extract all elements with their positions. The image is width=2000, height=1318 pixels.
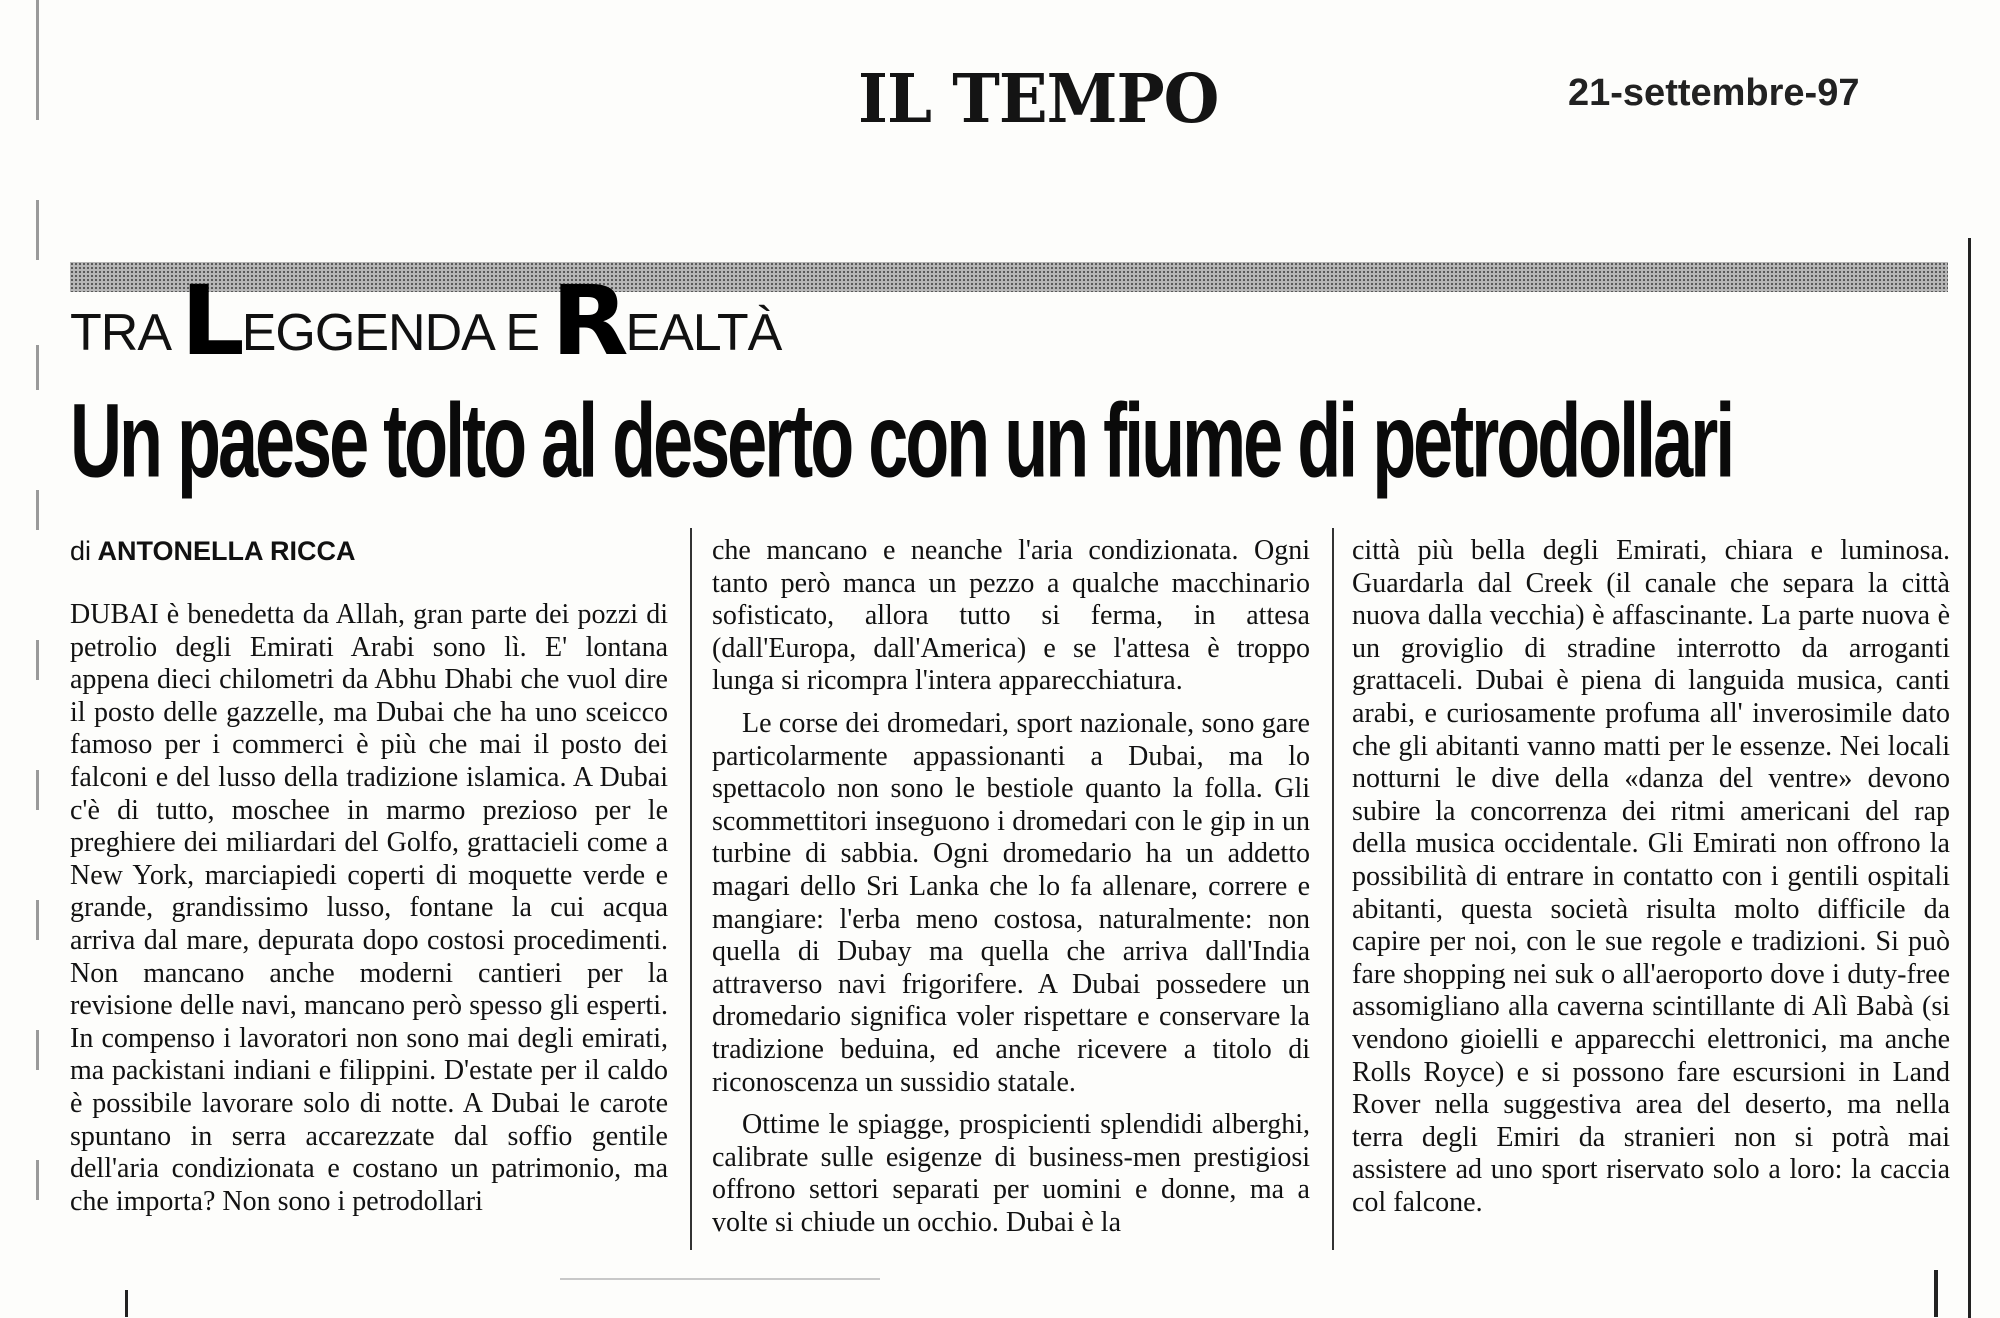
clipping-edge-bottom-right bbox=[1934, 1270, 1938, 1317]
scan-margin-marks bbox=[36, 0, 40, 1317]
article-paragraph: DUBAI è benedetta da Allah, gran parte dei pozzi di petrolio degli Emirati Arabi sono lì. E' lontana appena dieci chilometri da Abhu Dhabi che vuol dire il posto delle gazzelle, ma Dubai che ha uno sceicco famoso per i commerci è più che mai il posto dei falconi e del lusso della tradizione islamica. A Dubai c'è di tutto, moschee in marmo prezioso per le preghiere dei miliardari del Golfo, grattacieli come a New York, marciapiedi coperti di moquette verde e grande, grandissimo lusso, fontane la cui acqua arriva dal mare, depurata dopo costosi procedimenti. Non mancano anche moderni cantieri per la revisione delle navi, mancano però spesso gli esperti. In compenso i lavoratori non sono mai degli emirati, ma packistani indiani e filippini. D'estate per il caldo è possibile lavorare solo di notte. A Dubai le carote spuntano in serra accarezzate dal soffio gentile dell'aria condizionata e costano un patrimonio, ma che importa? Non sono i petrodollari bbox=[70, 599, 668, 1217]
article-paragraph: Le corse dei dromedari, sport nazionale, sono gare particolarmente appassionanti a Dubai, ma lo spettacolo non sono le bestiole quanto la folla. Gli scommettitori inseguono i dromedari con le gip in un turbine di sabbia. Ogni dromedario ha un addetto magari dello Sri Lanka che lo fa allenare, correre e mangiare: l'erba meno costosa, naturalmente: non quella di Dubay ma quella che arriva dall'India attraverso navi frigorifere. A Dubai possedere un dromedario significa voler rispettare e conservare la tradizione beduina, ed anche ricevere a titolo di riconoscenza un sussidio statale. bbox=[712, 707, 1310, 1098]
rubric-text: EALTÀ bbox=[625, 304, 782, 362]
margin-tick bbox=[36, 770, 39, 810]
clipping-edge-right bbox=[1968, 238, 1971, 1318]
article-byline bbox=[70, 536, 356, 567]
newspaper-masthead: IL TEMPO bbox=[858, 60, 1219, 139]
byline-author: ANTONELLA RICCA bbox=[97, 536, 356, 566]
margin-tick bbox=[36, 0, 39, 120]
article-headline: Un paese tolto al deserto con un fiume di petrodollari bbox=[70, 383, 1733, 500]
section-rubric bbox=[70, 262, 782, 377]
rubric-text: EGGENDA E bbox=[241, 304, 553, 362]
rubric-initial: L bbox=[180, 265, 244, 377]
margin-tick bbox=[36, 1160, 39, 1200]
rubric-text: TRA bbox=[70, 304, 182, 362]
clipping-edge-bottom-left bbox=[125, 1290, 128, 1317]
article-paragraph: che mancano e neanche l'aria condizionata. Ogni tanto però manca un pezzo a qualche macchinario sofisticato, allora tutto si ferma, in attesa (dall'Europa, dall'America) e se l'attesa è troppo lunga si ricompra l'intera apparecchiatura. bbox=[712, 535, 1310, 697]
article-paragraph: Ottime le spiagge, prospicienti splendidi alberghi, calibrate sulle esigenze di business-men prestigiosi offrono settori separati per uomini e donne, ma a volte si chiude un occhio. Dubai è la bbox=[712, 1109, 1310, 1238]
article-column-3 bbox=[1352, 535, 1950, 1219]
article-column-2 bbox=[712, 535, 1310, 1239]
article-paragraph: città più bella degli Emirati, chiara e luminosa. Guardarla dal Creek (il canale che separa la città nuova dalla vecchia) è affascinante. La parte nuova è un groviglio di stradine interrotto da arroganti grattaceli. Dubai è piena di languida musica, canti arabi, e curiosamente profuma all' inverosimile dato che gli abitanti vanno matti per le essenze. Nei locali notturni le dive della «danza del ventre» devono subire la concorrenza dei ritmi americani del rap della musica occidentale. Gli Emirati non offrono la possibilità di entrare in contatto con i gentili ospitali abitanti, questa società risulta molto difficile da capire per noi, con le sue regole e tradizioni. Si può fare shopping nei suk o all'aeroporto dove i duty-free assomigliano alla caverna scintillante di Alì Babà (si vendono gioielli e apparecchi elettronici, ma anche Rolls Royce) e si possono fare escursioni in Land Rover nella suggestiva area del deserto, ma nella terra degli Emiri da stranieri non si potrà mai assistere ad uno sport riservato solo a loro: la caccia col falcone. bbox=[1352, 535, 1950, 1218]
margin-tick bbox=[36, 490, 39, 530]
publication-date: 21-settembre-97 bbox=[1568, 72, 1860, 114]
margin-tick bbox=[36, 200, 39, 260]
margin-tick bbox=[36, 1030, 39, 1070]
column-rule bbox=[690, 528, 692, 1250]
margin-tick bbox=[36, 640, 39, 680]
scan-artifact bbox=[560, 1278, 880, 1280]
article-column-1 bbox=[70, 599, 668, 1218]
column-rule bbox=[1332, 528, 1334, 1250]
rubric-initial: R bbox=[550, 265, 628, 377]
margin-tick bbox=[36, 345, 39, 390]
byline-prefix: di bbox=[70, 536, 92, 566]
margin-tick bbox=[36, 900, 39, 940]
